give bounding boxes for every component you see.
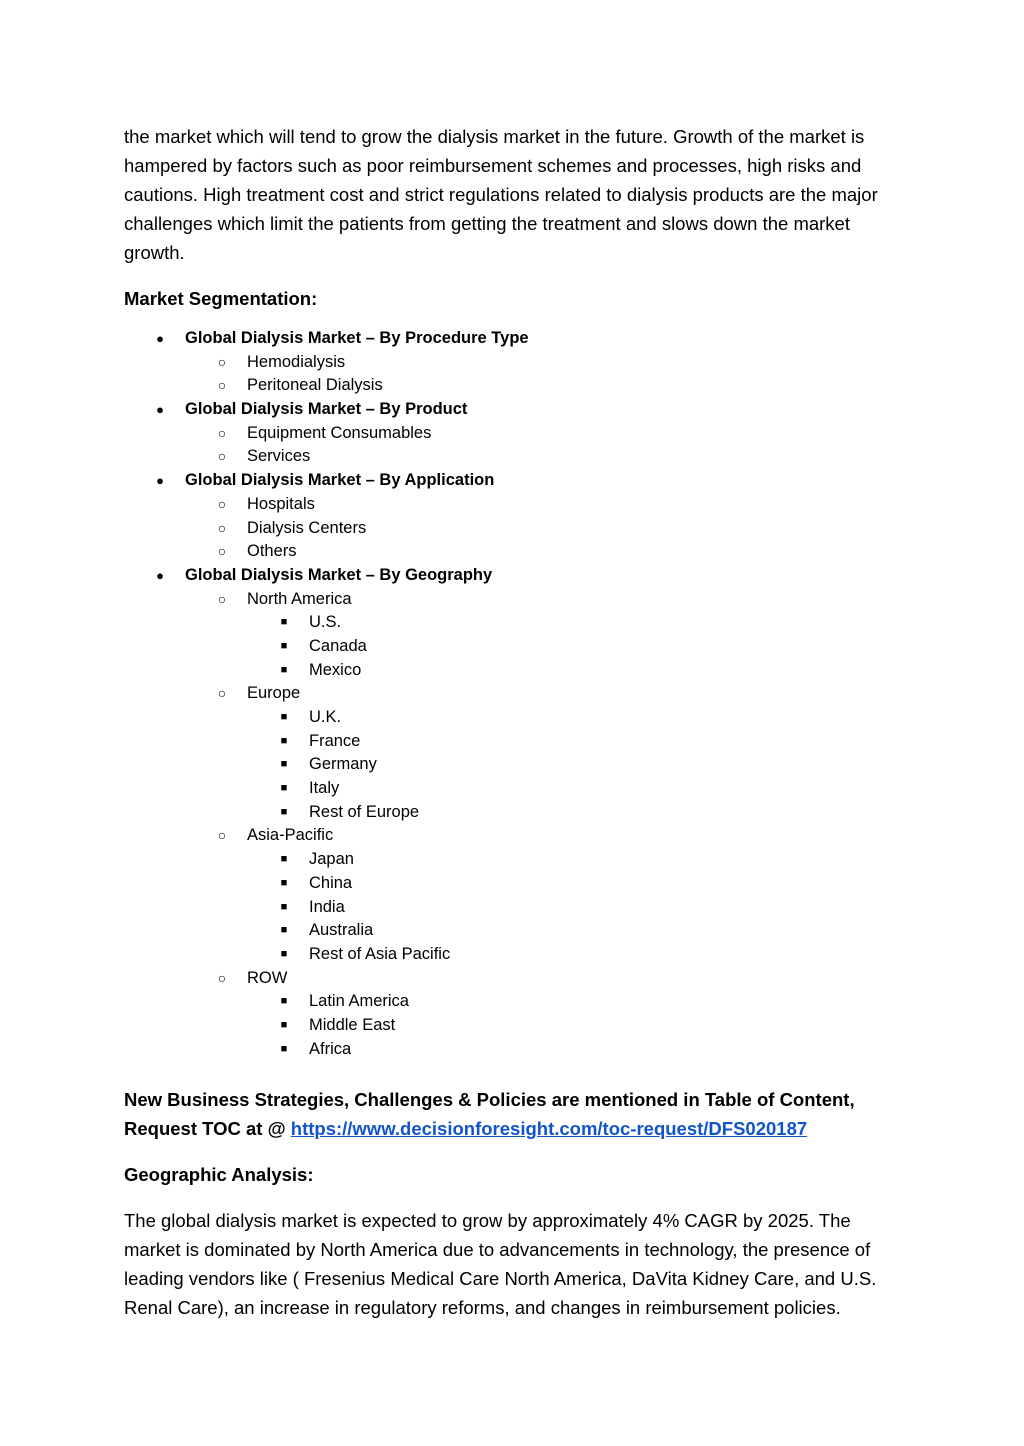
document-page	[124, 122, 904, 1322]
segment-label: India	[309, 897, 345, 916]
segment-label: China	[309, 873, 353, 892]
toc-request-text: New Business Strategies, Challenges & Policies are mentioned in Table of Content, Request TOC at @	[124, 1089, 855, 1140]
square-bullet-icon: ■	[280, 639, 288, 652]
segment-label: Germany	[309, 755, 377, 774]
segment-subitem	[124, 730, 904, 754]
square-bullet-icon: ■	[280, 995, 288, 1008]
segment-label: U.K.	[309, 708, 342, 726]
hollow-circle-bullet-icon: ○	[217, 377, 227, 394]
segment-subitem	[124, 635, 904, 659]
hollow-circle-bullet-icon: ○	[217, 827, 227, 844]
segment-subitem	[124, 990, 904, 1014]
segment-label: Hemodialysis	[247, 352, 346, 371]
segment-subitem	[124, 777, 904, 801]
toc-request-link[interactable]: https://www.decisionforesight.com/toc-request/DFS020187	[290, 1118, 808, 1140]
segment-label: Asia-Pacific	[247, 826, 334, 845]
hollow-circle-bullet-icon: ○	[217, 969, 227, 986]
hollow-circle-bullet-icon: ○	[217, 543, 227, 560]
hollow-circle-bullet-icon: ○	[217, 590, 227, 607]
segment-item	[124, 422, 904, 446]
square-bullet-icon: ■	[280, 663, 288, 676]
segment-item	[124, 682, 904, 706]
square-bullet-icon: ■	[280, 805, 288, 818]
segment-subitem	[124, 943, 904, 967]
segment-label: Global Dialysis Market – By Procedure Type	[185, 329, 529, 347]
geographic-analysis-heading: Geographic Analysis:	[124, 1164, 314, 1186]
segment-subitem	[124, 611, 904, 635]
segment-label: Australia	[309, 921, 374, 940]
hollow-circle-bullet-icon: ○	[217, 685, 227, 702]
intro-paragraph: the market which will tend to grow the dialysis market in the future. Growth of the market is hampered by factors such as poor reimbursement schemes and processes, high risks and cautions. High treatment cost and strict regulations related to dialysis products are the major challenges which limit the patients from getting the treatment and slows down the market growth.	[124, 126, 878, 263]
segment-label: Rest of Asia Pacific	[309, 944, 451, 963]
segment-item	[124, 540, 904, 564]
square-bullet-icon: ■	[280, 711, 288, 723]
segment-label: Others	[247, 542, 297, 561]
segment-label: Global Dialysis Market – By Geography	[185, 565, 493, 584]
segment-item	[124, 493, 904, 517]
segment-item	[124, 588, 904, 612]
segment-subitem	[124, 1014, 904, 1038]
segment-label: Canada	[309, 636, 367, 655]
segment-label: U.S.	[309, 613, 342, 632]
segment-category	[124, 564, 904, 588]
hollow-circle-bullet-icon: ○	[217, 495, 227, 512]
filled-circle-bullet-icon: ●	[156, 402, 164, 418]
segment-label: Europe	[247, 684, 301, 703]
square-bullet-icon: ■	[280, 947, 288, 960]
segment-item	[124, 445, 904, 469]
segment-label: Services	[247, 447, 311, 466]
square-bullet-icon: ■	[280, 900, 288, 913]
segment-label: Rest of Europe	[309, 802, 420, 821]
segment-item	[124, 967, 904, 991]
hollow-circle-bullet-icon: ○	[217, 424, 227, 441]
square-bullet-icon: ■	[280, 1018, 288, 1031]
segment-label: Italy	[309, 779, 340, 798]
segment-item	[124, 824, 904, 848]
segment-label: Middle East	[309, 1015, 396, 1034]
hollow-circle-bullet-icon: ○	[217, 519, 227, 536]
segment-label: Dialysis Centers	[247, 518, 367, 537]
segment-label: Peritoneal Dialysis	[247, 376, 383, 395]
segment-category	[124, 398, 904, 422]
segment-label: Equipment Consumables	[247, 423, 432, 442]
square-bullet-icon: ■	[280, 876, 288, 889]
segment-subitem	[124, 706, 904, 730]
segment-label: ROW	[247, 968, 288, 987]
segment-label: Africa	[309, 1039, 352, 1058]
filled-circle-bullet-icon: ●	[156, 331, 164, 346]
square-bullet-icon: ■	[280, 616, 288, 629]
filled-circle-bullet-icon: ●	[156, 473, 164, 489]
segment-item	[124, 374, 904, 398]
segment-label: Japan	[309, 850, 354, 869]
square-bullet-icon: ■	[280, 1042, 288, 1055]
square-bullet-icon: ■	[280, 782, 288, 795]
segment-label: Hospitals	[247, 494, 315, 513]
hollow-circle-bullet-icon: ○	[217, 448, 227, 465]
filled-circle-bullet-icon: ●	[156, 567, 164, 583]
square-bullet-icon: ■	[280, 924, 288, 937]
segment-subitem	[124, 848, 904, 872]
segment-label: Mexico	[309, 660, 362, 679]
segment-label: Global Dialysis Market – By Product	[185, 400, 468, 419]
segment-subitem	[124, 1038, 904, 1062]
segment-subitem	[124, 753, 904, 777]
segment-item	[124, 351, 904, 375]
segment-label: North America	[247, 589, 352, 608]
market-segmentation-heading: Market Segmentation:	[124, 288, 318, 309]
segment-label: Global Dialysis Market – By Application	[185, 471, 495, 490]
square-bullet-icon: ■	[280, 734, 288, 747]
segment-category	[124, 469, 904, 493]
geographic-analysis-paragraph: The global dialysis market is expected to grow by approximately 4% CAGR by 2025. The market is dominated by North America due to advancements in technology, the presence of leading vendors like ( Fresenius Medical Care North America, DaVita Kidney Care, and U.S. Renal Care), an increase in regulatory reforms, and changes in reimbursement policies.	[124, 1210, 877, 1319]
segmentation-list	[124, 327, 904, 1061]
toc-request-paragraph	[124, 1085, 904, 1143]
segment-label: France	[309, 731, 361, 750]
segment-subitem	[124, 919, 904, 943]
segment-subitem	[124, 659, 904, 683]
segment-category	[124, 327, 904, 351]
hollow-circle-bullet-icon: ○	[217, 353, 227, 370]
segment-item	[124, 517, 904, 541]
segment-label: Latin America	[309, 992, 409, 1011]
segment-subitem	[124, 896, 904, 920]
segment-subitem	[124, 801, 904, 825]
square-bullet-icon: ■	[280, 758, 288, 771]
segment-subitem	[124, 872, 904, 896]
square-bullet-icon: ■	[280, 853, 288, 866]
